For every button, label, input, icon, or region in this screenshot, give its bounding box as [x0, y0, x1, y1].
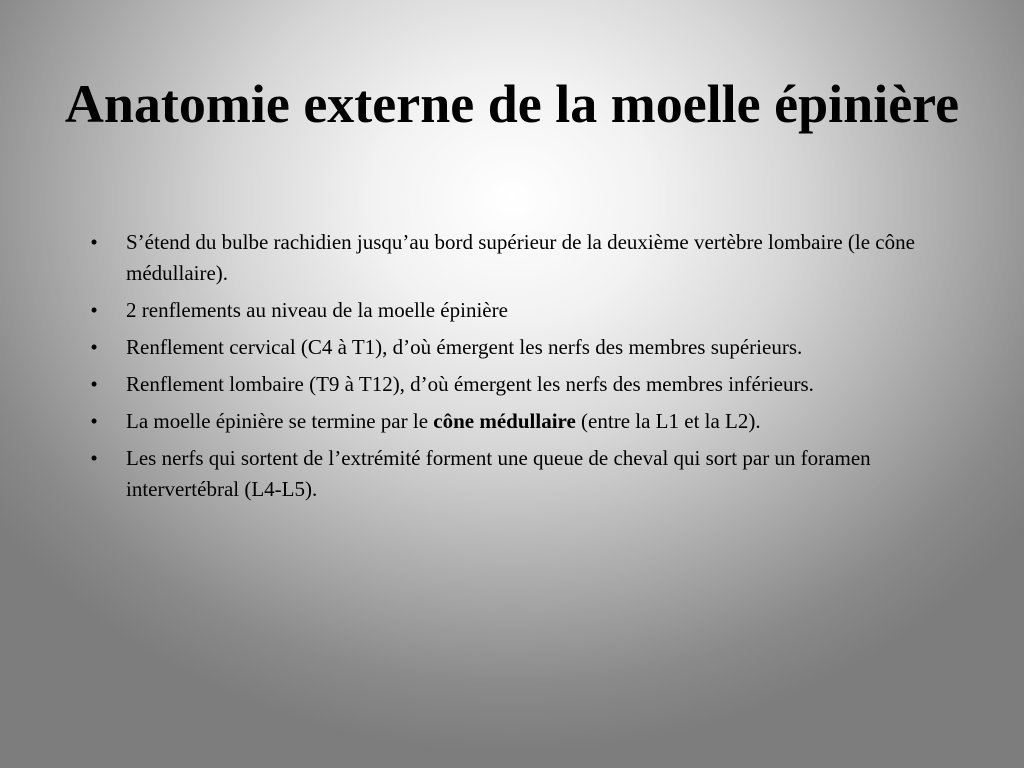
bullet-text-after: (entre la L1 et la L2). [575, 409, 761, 433]
bullet-icon: • [90, 409, 98, 433]
bullet-text: S’étend du bulbe rachidien jusqu’au bord supérieur de la deuxième vertèbre lombaire (le cône médullaire). [126, 230, 915, 285]
bullet-item [86, 406, 926, 437]
bullet-text-before: La moelle épinière se termine par le [126, 409, 434, 433]
bullet-list [86, 227, 926, 511]
bullet-item [86, 332, 926, 363]
bullet-text: Renflement lombaire (T9 à T12), d’où émergent les nerfs des membres inférieurs. [126, 372, 814, 396]
bullet-item [86, 369, 926, 400]
bullet-item [86, 443, 926, 505]
bullet-text-bold: cône médullaire [433, 409, 576, 433]
bullet-text: Renflement cervical (C4 à T1), d’où émergent les nerfs des membres supérieurs. [126, 335, 803, 359]
slide-title: Anatomie externe de la moelle épinière [64, 74, 960, 134]
bullet-icon: • [90, 372, 98, 396]
bullet-text: Les nerfs qui sortent de l’extrémité forment une queue de cheval qui sort par un foramen intervertébral (L4-L5). [126, 446, 871, 501]
bullet-item [86, 295, 926, 326]
bullet-icon: • [90, 298, 98, 322]
bullet-item [86, 227, 926, 289]
bullet-text [126, 409, 761, 433]
bullet-icon: • [90, 446, 98, 470]
bullet-icon: • [90, 230, 98, 254]
bullet-icon: • [90, 335, 98, 359]
bullet-text: 2 renflements au niveau de la moelle épinière [126, 298, 508, 322]
